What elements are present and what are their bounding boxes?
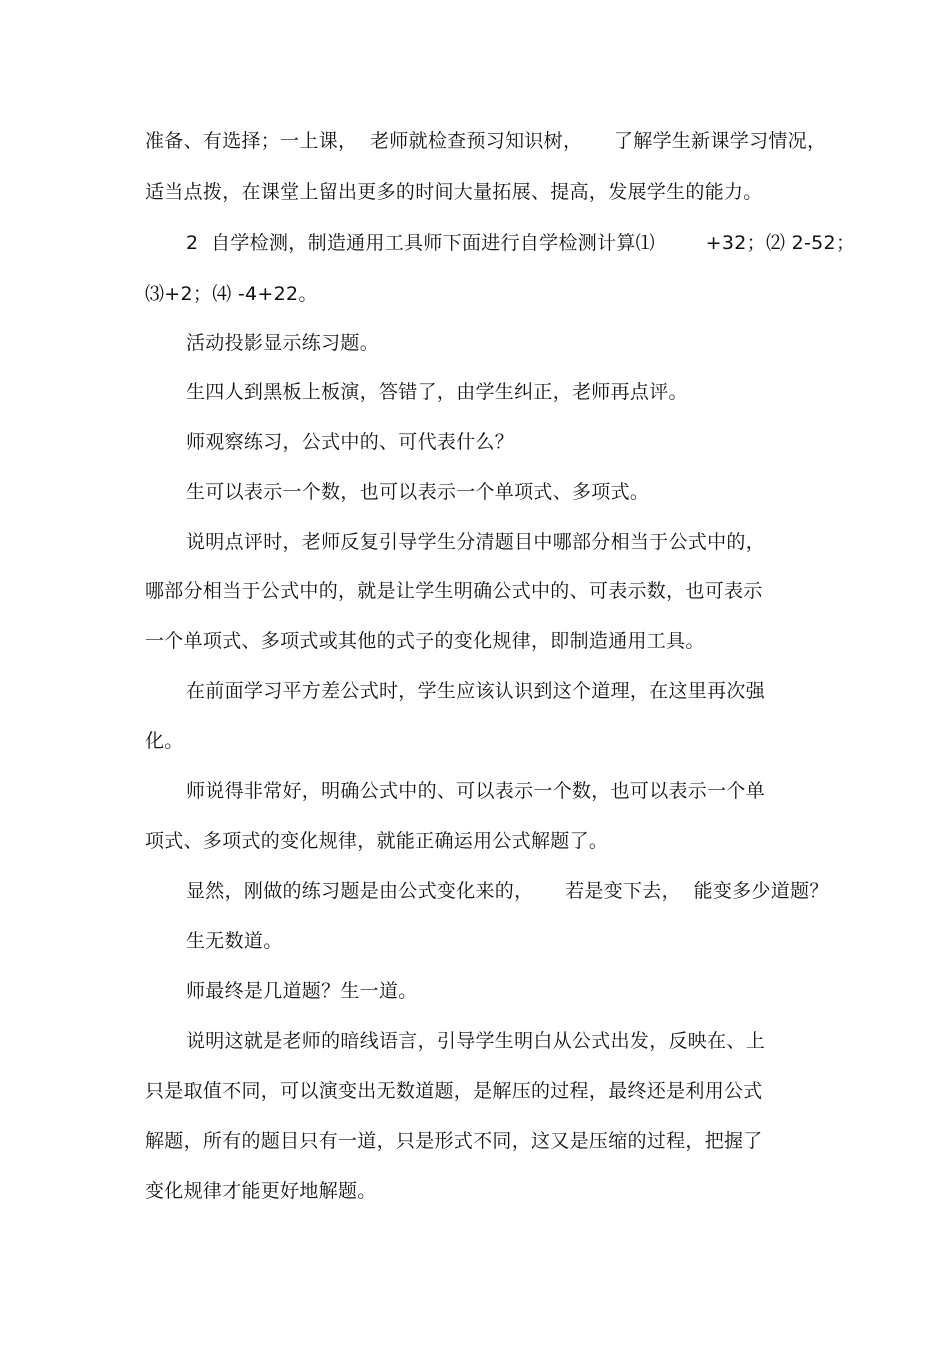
text-line: 说明点评时，老师反复引导学生分清题目中哪部分相当于公式中的，: [186, 531, 766, 553]
text-line: 准备、有选择；一上课， 老师就检查预习知识树， 了解学生新课学习情况，: [145, 130, 827, 152]
text-line: 哪部分相当于公式中的，就是让学生明确公式中的、可表示数，也可表示: [145, 580, 763, 602]
text-line: ⑶+2；⑷ -4+22。: [145, 283, 318, 305]
text-line: 2 自学检测，制造通用工具师下面进行自学检测计算⑴ +32；⑵ 2-52；: [186, 232, 856, 254]
text-line: 生四人到黑板上板演，答错了，由学生纠正，老师再点评。: [186, 381, 688, 403]
text-line: 解题，所有的题目只有一道，只是形式不同，这又是压缩的过程，把握了: [145, 1130, 763, 1152]
text-line: 一个单项式、多项式或其他的式子的变化规律，即制造通用工具。: [145, 630, 705, 652]
text-line: 项式、多项式的变化规律，就能正确运用公式解题了。: [145, 830, 609, 852]
text-line: 生无数道。: [186, 930, 283, 952]
text-line: 在前面学习平方差公式时，学生应该认识到这个道理，在这里再次强: [186, 680, 766, 702]
text-line: 说明这就是老师的暗线语言，引导学生明白从公式出发，反映在、上: [186, 1030, 766, 1052]
text-line: 化。: [145, 730, 184, 752]
text-line: 只是取值不同，可以演变出无数道题，是解压的过程，最终还是利用公式: [145, 1080, 763, 1102]
text-line: 生可以表示一个数，也可以表示一个单项式、多项式。: [186, 481, 650, 503]
text-line: 变化规律才能更好地解题。: [145, 1180, 377, 1202]
text-line: 显然，刚做的练习题是由公式变化来的， 若是变下去， 能变多少道题？: [186, 880, 829, 902]
text-line: 师观察练习，公式中的、可代表什么？: [186, 431, 515, 453]
text-line: 适当点拨，在课堂上留出更多的时间大量拓展、提高，发展学生的能力。: [145, 181, 763, 203]
text-line: 师最终是几道题？生一道。: [186, 980, 418, 1002]
text-line: 活动投影显示练习题。: [186, 332, 380, 354]
text-line: 师说得非常好，明确公式中的、可以表示一个数，也可以表示一个单: [186, 780, 766, 802]
